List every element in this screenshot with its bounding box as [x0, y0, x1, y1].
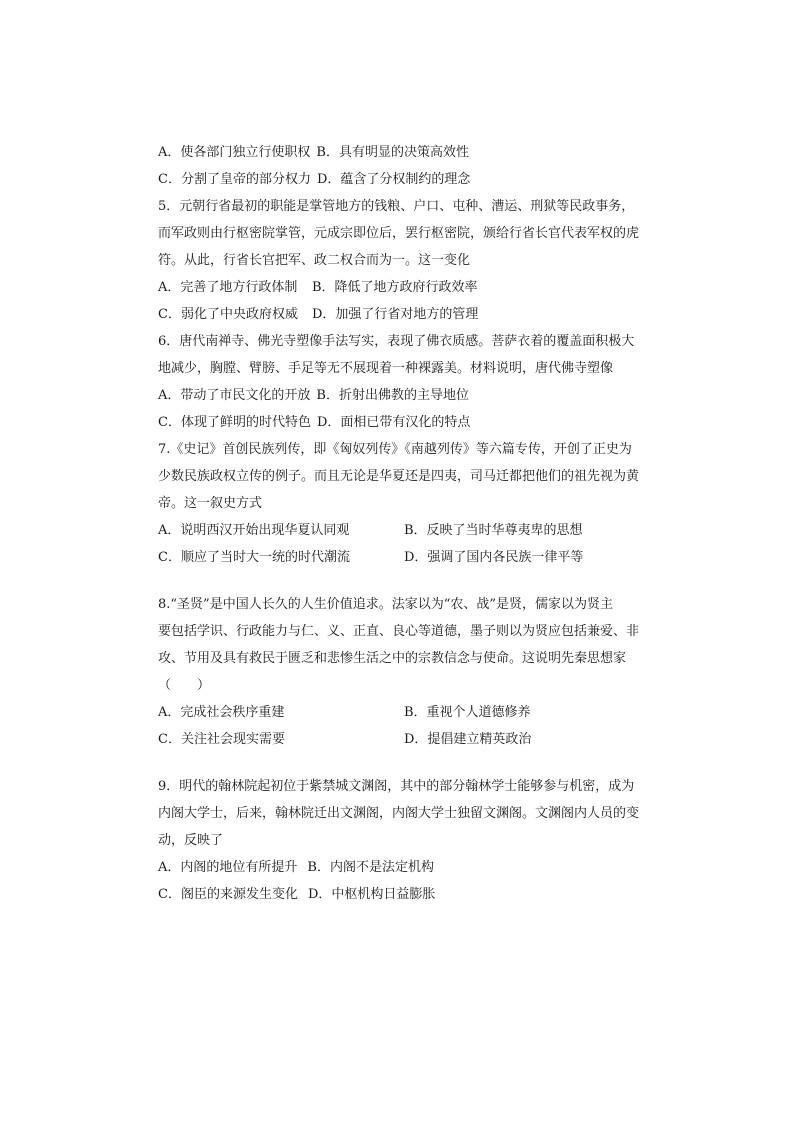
q8-option-c: C．关注社会现实需要 [158, 732, 285, 747]
q4-options-row-2 [158, 166, 640, 193]
q8-options-row-1 [158, 699, 640, 726]
q9-option-b: B．内阁不是法定机构 [307, 860, 434, 875]
q8-option-d: D．提倡建立精英政治 [404, 732, 532, 747]
q5-option-c: C．弱化了中央政府权威 [158, 307, 298, 322]
q8-answer-blank: （ ） [158, 678, 211, 693]
q7-option-a: A．说明西汉开始出现华夏认同观 [158, 523, 350, 538]
q6-options-row-1 [158, 382, 640, 409]
q6-stem [158, 328, 640, 382]
q8-stem-line: 8.“圣贤”是中国人长久的人生价值追求。法家以为“农、战”是贤，儒家以为贤主 [158, 597, 613, 612]
q9-option-d: D．中枢机构日益膨胀 [307, 887, 436, 902]
q4-options-row-1 [158, 139, 640, 166]
exam-page [158, 139, 640, 908]
q6-stem-line: 地减少，胸膛、臂膀、手足等无不展现着一种裸露美。材料说明，唐代佛寺塑像 [158, 361, 614, 376]
q4-option-d: D．蕴含了分权制约的理念 [316, 172, 471, 187]
q5-stem-line: 5．元朝行省最初的职能是掌管地方的钱粮、户口、屯种、漕运、刑狱等民政事务， [158, 199, 635, 214]
q6-options-row-2 [158, 409, 640, 436]
q7-stem-line: 帝。这一叙史方式 [158, 496, 263, 511]
q4-option-c: C．分割了皇帝的部分权力 [158, 172, 311, 187]
q5-options-row-1 [158, 274, 640, 301]
q8-stem [158, 591, 640, 699]
q4-option-a: A．使各部门独立行使职权 [158, 145, 311, 160]
q8-option-b: B．重视个人道德修养 [404, 705, 531, 720]
q7-option-c: C．顺应了当时大一统的时代潮流 [158, 550, 350, 565]
q9-options-row-1 [158, 854, 640, 881]
q5-option-b: B．降低了地方政府行政效率 [312, 280, 478, 295]
q7-stem-line: 少数民族政权立传的例子。而且无论是华夏还是四夷，司马迁都把他们的祖先视为黄 [158, 469, 640, 484]
q9-options-row-2 [158, 881, 640, 908]
q6-option-b: B．折射出佛教的主导地位 [316, 388, 469, 403]
q8-options-row-2 [158, 726, 640, 753]
q9-option-c: C．阁臣的来源发生变化 [158, 887, 298, 902]
spacer [158, 571, 640, 591]
q8-option-a: A．完成社会秩序重建 [158, 705, 285, 720]
q5-options-row-2 [158, 301, 640, 328]
spacer [158, 753, 640, 773]
q6-option-d: D．面相已带有汉化的特点 [316, 415, 471, 430]
q9-stem-line: 内阁大学士，后来，翰林院迁出文渊阁，内阁大学士独留文渊阁。文渊阁内人员的变 [158, 806, 640, 821]
q5-option-d: D．加强了行省对地方的管理 [312, 307, 479, 322]
q6-option-a: A．带动了市民文化的开放 [158, 388, 311, 403]
q9-option-a: A．内阁的地位有所提升 [158, 860, 298, 875]
q6-stem-line: 6．唐代南禅寺、佛光寺塑像手法写实，表现了佛衣质感。菩萨衣着的覆盖面积极大 [158, 334, 635, 349]
q7-stem-line: 7.《史记》首创民族列传，即《匈奴列传》《南越列传》等六篇专传，开创了正史为 [158, 442, 632, 457]
q5-stem-line: 符。从此，行省长官把军、政二权合而为一。这一变化 [158, 253, 471, 268]
q7-option-b: B．反映了当时华尊夷卑的思想 [404, 523, 583, 538]
q9-stem-line: 9．明代的翰林院起初位于紫禁城文渊阁，其中的部分翰林学士能够参与机密，成为 [158, 779, 635, 794]
q5-stem-line: 而军政则由行枢密院掌管，元成宗即位后，罢行枢密院，颁给行省长官代表军权的虎 [158, 226, 640, 241]
q7-option-d: D．强调了国内各民族一律平等 [404, 550, 584, 565]
q5-stem [158, 193, 640, 274]
q5-option-a: A．完善了地方行政体制 [158, 280, 298, 295]
q9-stem [158, 773, 640, 854]
q9-stem-line: 动，反映了 [158, 833, 224, 848]
q7-stem [158, 436, 640, 517]
q8-stem-line: 攻、节用及具有救民于匮乏和悲惨生活之中的宗教信念与使命。这说明先秦思想家 [158, 651, 627, 666]
q8-stem-line: 要包括学识、行政能力与仁、义、正直、良心等道德，墨子则以为贤应包括兼爱、非 [158, 624, 640, 639]
q7-options-row-2 [158, 544, 640, 571]
q4-option-b: B．具有明显的决策高效性 [316, 145, 469, 160]
q7-options-row-1 [158, 517, 640, 544]
q6-option-c: C．体现了鲜明的时代特色 [158, 415, 311, 430]
